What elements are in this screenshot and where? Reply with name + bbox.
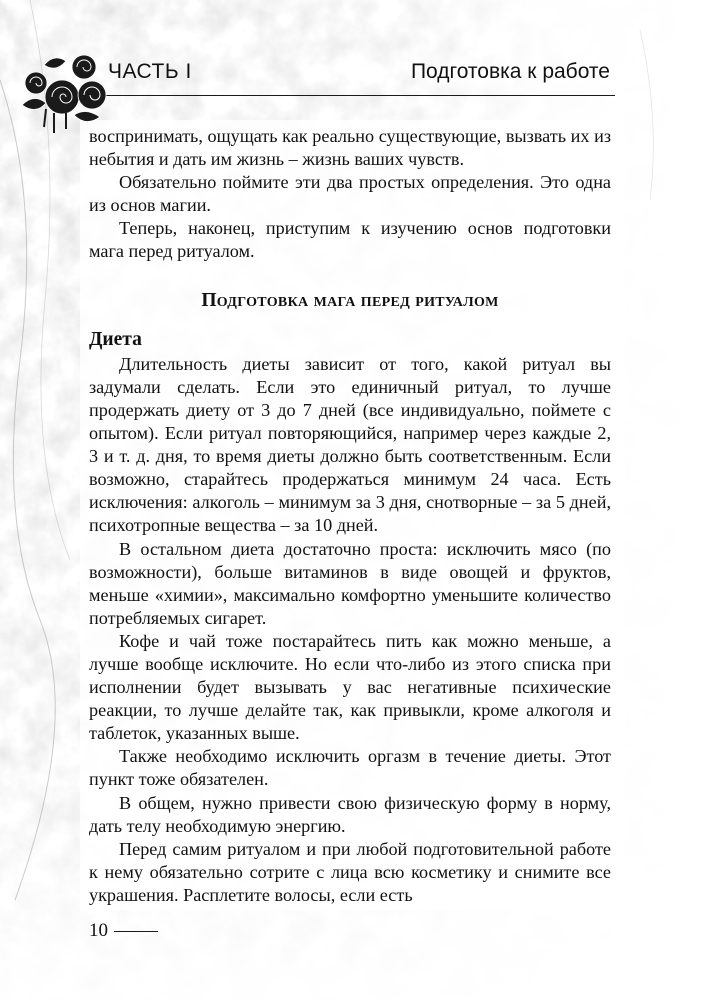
paragraph: Обязательно поймите эти два простых определения. Это одна из основ магии. [89, 172, 611, 216]
section-heading: Подготовка мага перед ритуалом [201, 289, 499, 311]
paragraph: Теперь, наконец, приступим к изучению основ подготовки мага перед ритуалом. [89, 218, 611, 262]
section-title: Подготовка к работе [410, 60, 610, 83]
page-number: 10 [89, 920, 108, 941]
footer-rule [114, 931, 158, 932]
paragraph: Длительность диеты зависит от того, какой ритуал вы задумали сделать. Если это единичный ритуал, то лучше продержать диету от 3 до 7 дней (все индивидуально, поймете с опытом). Если ритуал повторяющийся, например через каждые 2, 3 и т. д. дня, то время диеты должно быть соответственным. Если возможно, старайтесь продержаться минимум 24 часа. Есть исключения: алкоголь – минимум за 3 дня, снотворные – за 5 дней, психотропные вещества – за 10 дней. [89, 353, 611, 536]
paragraph: Также необходимо исключить оргазм в течение диеты. Этот пункт тоже обязателен. [89, 746, 611, 790]
page-footer [89, 920, 158, 942]
page-body [89, 125, 611, 907]
paragraph: воспринимать, ощущать как реально существующие, вызвать их из небытия и дать им жизнь – жизнь ваших чувств. [89, 126, 611, 170]
header-rule [100, 95, 615, 96]
part-label: ЧАСТЬ I [108, 60, 192, 83]
paragraph: Кофе и чай тоже постарайтесь пить как можно меньше, а лучше вообще исключите. Но если что-либо из этого списка при исполнении будет вызывать у вас негативные психические реакции, то лучше делайте так, как привыкли, кроме алкоголя и таблеток, указанных выше. [89, 630, 611, 744]
rose-ornament-icon [14, 45, 114, 135]
paragraph: В остальном диета достаточно проста: исключить мясо (по возможности), больше витаминов в виде овощей и фруктов, меньше «химии», максимально комфортно уменьшите количество потребляемых сигарет. [89, 538, 611, 628]
subheading: Диета [89, 328, 142, 350]
paragraph: Перед самим ритуалом и при любой подготовительной работе к нему обязательно сотрите с лица всю косметику и снимите все украшения. Расплетите волосы, если есть [89, 838, 611, 905]
paragraph: В общем, нужно привести свою физическую форму в норму, дать телу необходимую энергию. [89, 792, 611, 836]
